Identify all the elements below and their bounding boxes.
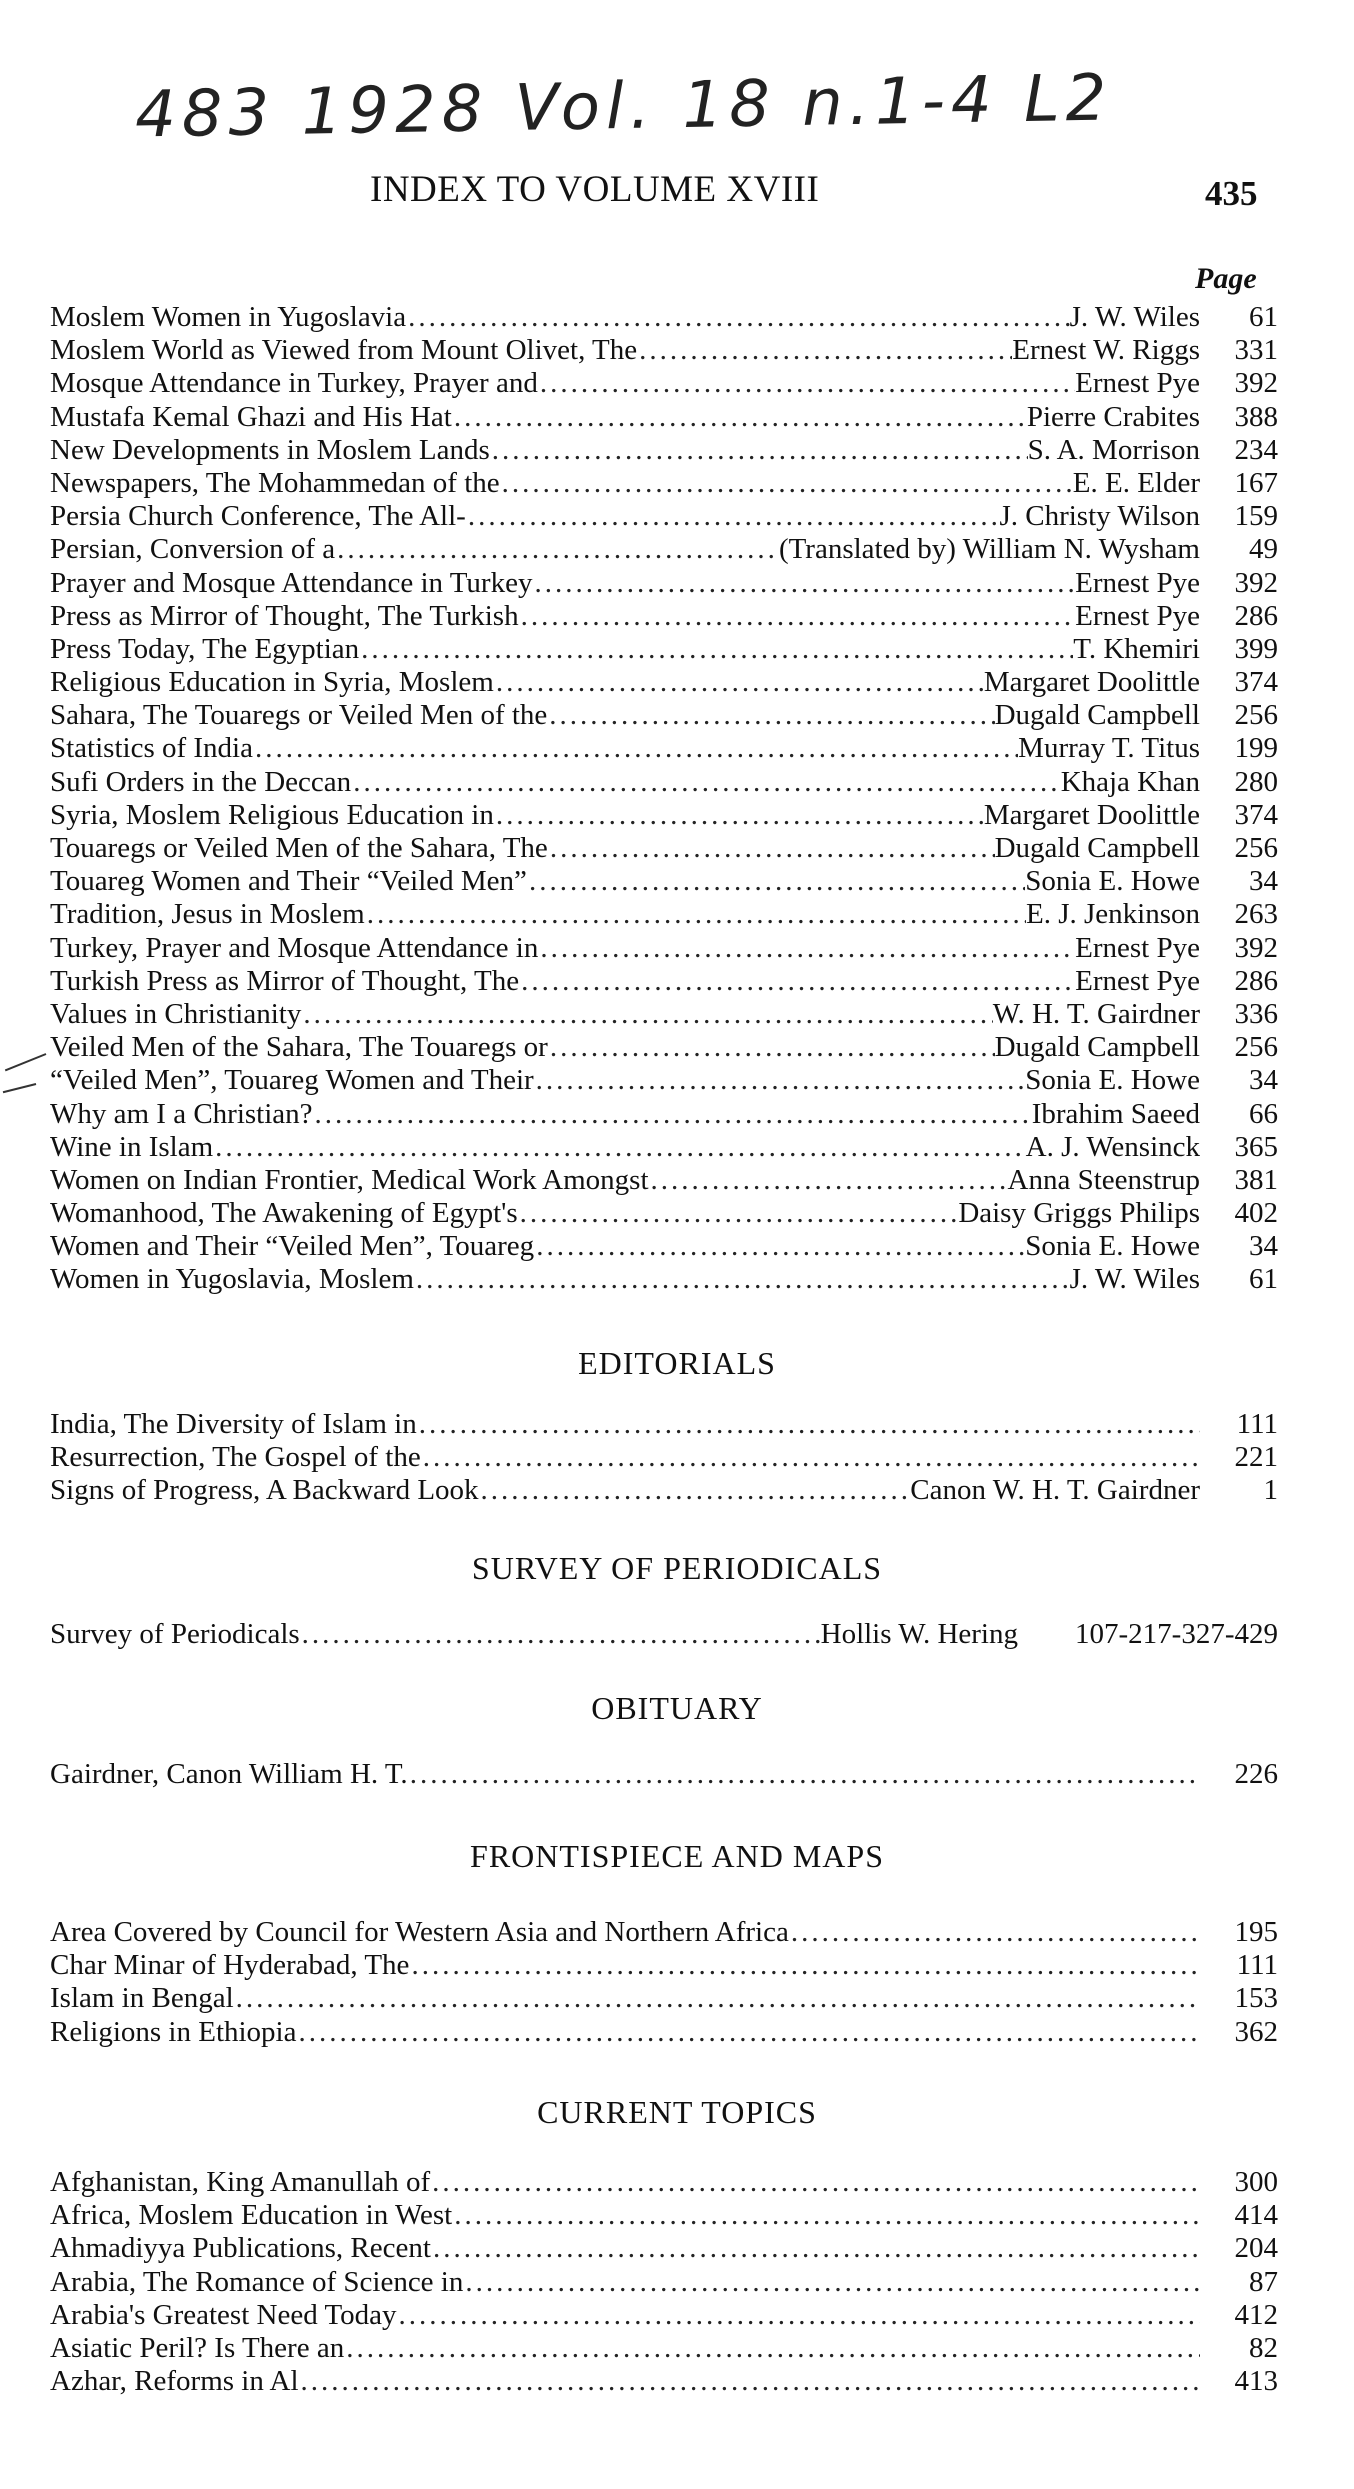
- entry-page: 159: [1234, 500, 1278, 533]
- dot-leader: [234, 1982, 1200, 2015]
- entry-page: 49: [1249, 533, 1278, 566]
- dot-leader: [417, 1408, 1200, 1441]
- dot-leader: [452, 401, 1027, 434]
- dot-leader: [649, 1164, 1008, 1197]
- dot-leader: [490, 434, 1028, 467]
- entry-page: 226: [1234, 1758, 1278, 1790]
- index-entry: [50, 998, 1278, 1031]
- entry-page: 34: [1249, 1064, 1278, 1097]
- dot-leader: [538, 932, 1075, 965]
- index-entry: [50, 1031, 1278, 1064]
- entry-page: 221: [1234, 1441, 1278, 1474]
- dot-leader: [344, 2332, 1200, 2365]
- index-entry: [50, 1230, 1278, 1263]
- entry-title: Women on Indian Frontier, Medical Work Amongst: [50, 1163, 649, 1196]
- entry-page: 195: [1234, 1916, 1278, 1948]
- dot-leader: [789, 1916, 1200, 1949]
- editorials-list: [50, 1408, 1278, 1508]
- entry-author: Margaret Doolittle: [983, 798, 1200, 831]
- index-entry: [50, 533, 1278, 566]
- entry-title: Persia Church Conference, The All-: [50, 500, 466, 533]
- entry-page: 34: [1249, 1230, 1278, 1263]
- entry-author: W. H. T. Gairdner: [992, 997, 1200, 1030]
- dot-leader: [365, 898, 1026, 931]
- index-entry: [50, 666, 1278, 699]
- margin-check-mark: [3, 1083, 36, 1093]
- index-entry: [50, 2199, 1278, 2232]
- entry-page: 204: [1234, 2232, 1278, 2265]
- dot-leader: [452, 2199, 1200, 2232]
- index-entry: [50, 766, 1278, 799]
- dot-leader: [527, 865, 1025, 898]
- entry-page: 34: [1249, 865, 1278, 898]
- dot-leader: [548, 832, 995, 865]
- entry-page: 392: [1234, 367, 1278, 400]
- entry-author: Murray T. Titus: [1018, 732, 1200, 765]
- index-entry: [50, 633, 1278, 666]
- dot-leader: [335, 533, 779, 566]
- index-entry: [50, 301, 1278, 334]
- entry-page: 234: [1234, 433, 1278, 466]
- entry-page: 61: [1249, 301, 1278, 333]
- entry-page: 256: [1234, 832, 1278, 864]
- entry-title: Newspapers, The Mohammedan of the: [50, 466, 500, 499]
- entry-title: Moslem Women in Yugoslavia: [50, 301, 407, 333]
- dot-leader: [409, 1949, 1200, 1982]
- entry-title: Women and Their “Veiled Men”, Touareg: [50, 1230, 535, 1263]
- entry-title: Moslem World as Viewed from Mount Olivet, The: [50, 334, 638, 367]
- entry-title: Veiled Men of the Sahara, The Touaregs or: [50, 1031, 548, 1064]
- index-entry: [50, 932, 1278, 965]
- dot-leader: [313, 1098, 1032, 1131]
- entry-title: Syria, Moslem Religious Education in: [50, 798, 494, 831]
- entry-title: Char Minar of Hyderabad, The: [50, 1949, 410, 1982]
- entry-title: India, The Diversity of Islam in: [50, 1408, 417, 1440]
- entry-title: Turkey, Prayer and Mosque Attendance in: [50, 931, 539, 964]
- index-entry: [50, 600, 1278, 633]
- entry-page: 111: [1236, 1949, 1278, 1982]
- dot-leader: [519, 965, 1075, 998]
- entry-title: Arabia, The Romance of Science in: [50, 2265, 464, 2298]
- entry-author: Sonia E. Howe: [1025, 1230, 1200, 1263]
- entry-page: 1: [1263, 1474, 1278, 1507]
- dot-leader: [463, 2266, 1200, 2299]
- entry-page: 413: [1234, 2365, 1278, 2398]
- entry-page: 61: [1249, 1263, 1278, 1296]
- dot-leader: [548, 1031, 995, 1064]
- index-entry: [50, 1916, 1278, 1949]
- index-entry: [50, 567, 1278, 600]
- entry-page: 286: [1234, 599, 1278, 632]
- index-entry: [50, 1098, 1278, 1131]
- dot-leader: [479, 1474, 911, 1507]
- entry-page: 374: [1234, 798, 1278, 831]
- entry-page: 280: [1234, 765, 1278, 798]
- index-entry: [50, 2232, 1278, 2265]
- frontispiece-list: [50, 1916, 1278, 2049]
- dot-leader: [414, 1263, 1070, 1296]
- index-entry: [50, 1263, 1278, 1296]
- entry-page: 365: [1234, 1130, 1278, 1163]
- entry-author: Anna Steenstrup: [1007, 1163, 1200, 1196]
- entry-title: Womanhood, The Awakening of Egypt's: [50, 1197, 518, 1230]
- entry-author: Sonia E. Howe: [1025, 865, 1200, 898]
- entry-page: 107-217-327-429: [1075, 1618, 1278, 1650]
- index-entry: [50, 1197, 1278, 1230]
- index-entry: [50, 965, 1278, 998]
- index-entry: [50, 500, 1278, 533]
- entry-page: 111: [1236, 1408, 1278, 1440]
- entry-author: Ernest Pye: [1075, 599, 1200, 632]
- index-entry: [50, 1474, 1278, 1507]
- entry-title: Islam in Bengal: [50, 1982, 234, 2015]
- entry-author: Khaja Khan: [1060, 765, 1200, 798]
- entry-title: Signs of Progress, A Backward Look: [50, 1474, 479, 1507]
- entry-author: Canon W. H. T. Gairdner: [910, 1474, 1200, 1507]
- obituary-list: [50, 1758, 1278, 1791]
- entry-author: Ernest Pye: [1075, 931, 1200, 964]
- entry-page: 331: [1234, 334, 1278, 367]
- entry-page: 286: [1234, 964, 1278, 997]
- index-entry: [50, 1164, 1278, 1197]
- index-entry: [50, 334, 1278, 367]
- dot-leader: [534, 1064, 1026, 1097]
- entry-title: Tradition, Jesus in Moslem: [50, 898, 365, 931]
- dot-leader: [406, 301, 1069, 334]
- index-entry: [50, 401, 1278, 434]
- entry-page: 256: [1234, 1031, 1278, 1064]
- handwritten-call-number: 483 1928 Vol. 18 n.1-4 L2: [134, 61, 1113, 153]
- entry-author: Margaret Doolittle: [983, 666, 1200, 699]
- page-column-label: Page: [1195, 262, 1257, 295]
- obituary-heading: OBITUARY: [591, 1690, 763, 1726]
- dot-leader: [351, 766, 1061, 799]
- entry-title: Ahmadiyya Publications, Recent: [50, 2232, 431, 2265]
- entry-page: 362: [1234, 2015, 1278, 2048]
- entry-page: 263: [1234, 898, 1278, 931]
- entry-author: Ernest W. Riggs: [1012, 334, 1200, 367]
- entry-page: 153: [1234, 1982, 1278, 2015]
- dot-leader: [500, 467, 1073, 500]
- dot-leader: [430, 2166, 1200, 2199]
- entry-title: Persian, Conversion of a: [50, 533, 336, 566]
- entry-author: E. E. Elder: [1072, 466, 1200, 499]
- entry-author: Ibrahim Saeed: [1031, 1097, 1200, 1130]
- dot-leader: [213, 1131, 1026, 1164]
- entry-title: Sahara, The Touaregs or Veiled Men of the: [50, 699, 548, 732]
- survey-heading: SURVEY OF PERIODICALS: [471, 1550, 883, 1586]
- index-entry: [50, 1618, 1278, 1651]
- index-entry: [50, 898, 1278, 931]
- entry-title: Religious Education in Syria, Moslem: [50, 666, 494, 699]
- entry-page: 300: [1234, 2166, 1278, 2198]
- entry-title: Area Covered by Council for Western Asia and Northern Africa: [50, 1916, 789, 1948]
- dot-leader: [534, 1230, 1025, 1263]
- entry-title: Survey of Periodicals: [50, 1618, 300, 1650]
- dot-leader: [532, 567, 1075, 600]
- index-entry: [50, 1131, 1278, 1164]
- dot-leader: [397, 2299, 1201, 2332]
- dot-leader: [519, 600, 1076, 633]
- dot-leader: [547, 699, 994, 732]
- entry-page: 392: [1234, 931, 1278, 964]
- running-head: [0, 168, 1354, 218]
- entry-author: Ernest Pye: [1075, 566, 1200, 599]
- entry-page: 381: [1234, 1163, 1278, 1196]
- entry-author: J. W. Wiles: [1069, 301, 1200, 333]
- entry-title: Why am I a Christian?: [50, 1097, 313, 1130]
- dot-leader: [494, 799, 984, 832]
- entry-page: 402: [1234, 1197, 1278, 1230]
- dot-leader: [253, 732, 1018, 765]
- dot-leader: [431, 2232, 1200, 2265]
- dot-leader: [297, 2016, 1201, 2049]
- index-entry: [50, 1982, 1278, 2015]
- entry-author: S. A. Morrison: [1027, 433, 1200, 466]
- entry-title: Gairdner, Canon William H. T.: [50, 1758, 408, 1790]
- index-entry: [50, 2266, 1278, 2299]
- entry-title: Religions in Ethiopia: [50, 2015, 297, 2048]
- entry-page: 199: [1234, 732, 1278, 765]
- index-entry: [50, 2166, 1278, 2199]
- entry-page: 374: [1234, 666, 1278, 699]
- dot-leader: [518, 1197, 959, 1230]
- entry-title: Asiatic Peril? Is There an: [50, 2331, 345, 2364]
- dot-leader: [494, 666, 984, 699]
- dot-leader: [421, 1441, 1200, 1474]
- entry-page: 388: [1234, 400, 1278, 433]
- index-entry: [50, 1064, 1278, 1097]
- entry-author: E. J. Jenkinson: [1026, 898, 1200, 931]
- entry-title: Touareg Women and Their “Veiled Men”: [50, 865, 527, 898]
- index-entry: [50, 699, 1278, 732]
- dot-leader: [299, 2365, 1200, 2398]
- entry-title: Turkish Press as Mirror of Thought, The: [50, 964, 520, 997]
- articles-list: [50, 301, 1278, 1297]
- entry-page: 399: [1234, 632, 1278, 665]
- entry-page: 167: [1234, 466, 1278, 499]
- entry-title: Sufi Orders in the Deccan: [50, 765, 352, 798]
- dot-leader: [301, 998, 992, 1031]
- index-entry: [50, 1408, 1278, 1441]
- entry-page: 66: [1249, 1097, 1278, 1130]
- dot-leader: [300, 1618, 821, 1651]
- entry-page: 82: [1249, 2331, 1278, 2364]
- entry-title: Arabia's Greatest Need Today: [50, 2298, 397, 2331]
- index-entry: [50, 434, 1278, 467]
- entry-author: Ernest Pye: [1075, 367, 1200, 400]
- index-entry: [50, 832, 1278, 865]
- index-entry: [50, 2016, 1278, 2049]
- entry-author: (Translated by) William N. Wysham: [778, 533, 1200, 566]
- entry-title: Values in Christianity: [50, 997, 302, 1030]
- index-entry: [50, 367, 1278, 400]
- entry-title: Wine in Islam: [50, 1130, 214, 1163]
- entry-title: Mosque Attendance in Turkey, Prayer and: [50, 367, 538, 400]
- entry-page: 87: [1249, 2265, 1278, 2298]
- entry-author: Hollis W. Hering: [820, 1618, 1018, 1650]
- entry-title: “Veiled Men”, Touareg Women and Their: [50, 1064, 534, 1097]
- index-entry: [50, 1949, 1278, 1982]
- index-entry: [50, 2365, 1278, 2398]
- entry-title: New Developments in Moslem Lands: [50, 433, 490, 466]
- frontispiece-heading: FRONTISPIECE AND MAPS: [470, 1838, 884, 1874]
- entry-author: J. W. Wiles: [1069, 1263, 1200, 1296]
- entry-author: Dugald Campbell: [994, 699, 1200, 732]
- index-entry: [50, 1758, 1278, 1791]
- dot-leader: [466, 500, 1000, 533]
- entry-title: Statistics of India: [50, 732, 253, 765]
- index-entry: [50, 2299, 1278, 2332]
- entry-title: Prayer and Mosque Attendance in Turkey: [50, 566, 533, 599]
- entry-author: A. J. Wensinck: [1025, 1130, 1200, 1163]
- current-topics-list: [50, 2166, 1278, 2398]
- entry-title: Press Today, The Egyptian: [50, 632, 360, 665]
- index-entry: [50, 799, 1278, 832]
- entry-title: Touaregs or Veiled Men of the Sahara, The: [50, 832, 548, 864]
- dot-leader: [408, 1758, 1200, 1791]
- entry-page: 392: [1234, 566, 1278, 599]
- dot-leader: [637, 334, 1012, 367]
- dot-leader: [359, 633, 1073, 666]
- entry-page: 336: [1234, 997, 1278, 1030]
- index-entry: [50, 865, 1278, 898]
- index-entry: [50, 467, 1278, 500]
- entry-title: Women in Yugoslavia, Moslem: [50, 1263, 414, 1296]
- current-topics-heading: CURRENT TOPICS: [537, 2094, 817, 2130]
- entry-author: Sonia E. Howe: [1025, 1064, 1200, 1097]
- index-entry: [50, 2332, 1278, 2365]
- entry-author: Daisy Griggs Philips: [958, 1197, 1200, 1230]
- page-number: 435: [1205, 174, 1258, 213]
- entry-author: Ernest Pye: [1075, 964, 1200, 997]
- entry-page: 412: [1234, 2298, 1278, 2331]
- dot-leader: [538, 367, 1075, 400]
- entry-title: Afghanistan, King Amanullah of: [50, 2166, 431, 2198]
- entry-author: Pierre Crabites: [1026, 400, 1200, 433]
- entry-title: Press as Mirror of Thought, The Turkish: [50, 599, 519, 632]
- margin-check-mark: [5, 1053, 47, 1071]
- entry-author: J. Christy Wilson: [999, 500, 1200, 533]
- entry-title: Azhar, Reforms in Al: [50, 2365, 299, 2398]
- index-entry: [50, 732, 1278, 765]
- entry-page: 414: [1234, 2199, 1278, 2232]
- index-entry: [50, 1441, 1278, 1474]
- entry-title: Mustafa Kemal Ghazi and His Hat: [50, 400, 452, 433]
- entry-page: 256: [1234, 699, 1278, 732]
- entry-author: T. Khemiri: [1073, 632, 1200, 665]
- entry-author: Dugald Campbell: [994, 832, 1200, 864]
- entry-author: Dugald Campbell: [994, 1031, 1200, 1064]
- editorials-heading: EDITORIALS: [578, 1345, 776, 1381]
- entry-title: Africa, Moslem Education in West: [50, 2199, 453, 2232]
- survey-list: [50, 1618, 1278, 1651]
- entry-title: Resurrection, The Gospel of the: [50, 1441, 421, 1474]
- page-title: INDEX TO VOLUME XVIII: [370, 169, 820, 210]
